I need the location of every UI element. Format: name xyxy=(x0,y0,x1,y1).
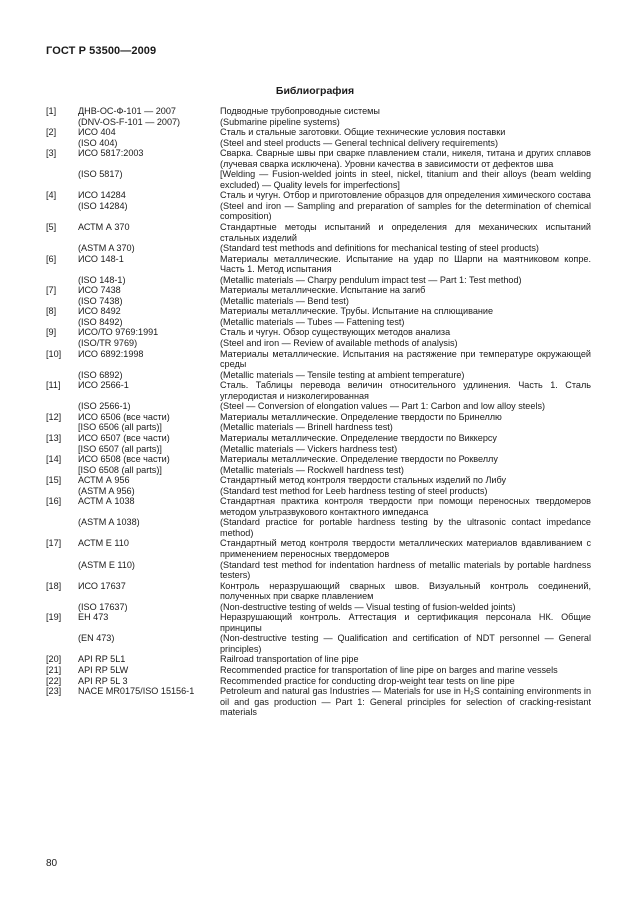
entry-title: Контроль неразрушающий сварных швов. Визуальный контроль соединений, полученных при сварке плавлением xyxy=(220,580,591,602)
standard-code: API RP 5L 3 xyxy=(78,675,128,686)
entry-number xyxy=(46,370,78,381)
entry-number: [3] xyxy=(46,148,57,159)
entry-title: Материалы металлические. Определение твердости по Бринеллю xyxy=(220,411,502,422)
entry-row xyxy=(46,465,591,476)
standard-code: ИСО 148-1 xyxy=(78,253,124,264)
standard-code: ИСО 14284 xyxy=(78,190,126,201)
standard-code: АСТМ А 1038 xyxy=(78,496,135,507)
entry-row xyxy=(46,370,591,381)
entry-number: [9] xyxy=(46,327,57,338)
entry-row xyxy=(46,486,591,497)
bibliography-entry xyxy=(46,433,591,454)
standard-code: (ISO 404) xyxy=(78,137,118,148)
entry-row xyxy=(46,433,591,444)
standard-code: ИСО 6892:1998 xyxy=(78,348,144,359)
page-number: 80 xyxy=(46,858,58,869)
bibliography-entry xyxy=(46,676,591,687)
entry-row xyxy=(46,243,591,254)
bibliography-entry xyxy=(46,496,591,538)
standard-code: (ISO 7438) xyxy=(78,295,123,306)
entry-title: Стандартная практика контроля твердости при помощи переносных твердомеров методом ультразвукового контактного импеданса xyxy=(220,496,591,517)
entry-number: [7] xyxy=(46,285,57,296)
entry-title: (Standard practice for portable hardness testing by the ultrasonic contact impedance method) xyxy=(220,517,591,538)
entry-number xyxy=(46,296,78,307)
bibliography-entry xyxy=(46,306,591,327)
bibliography-entry xyxy=(46,190,591,222)
standard-code: (ISO 17637) xyxy=(78,601,128,612)
entry-title: Сталь. Таблицы перевода величин относительного удлинения. Часть 1. Сталь углеродистая и низколегированная xyxy=(220,380,591,401)
entry-title: Сварка. Сварные швы при сварке плавлением стали, никеля, титана и других сплавов (лучевая сварка исключена). Уровни качества в зависимости от дефектов шва xyxy=(220,148,591,169)
entry-title: Материалы металлические. Испытание на удар по Шарпи на маятниковом копре. Часть 1. Метод испытания xyxy=(220,253,591,275)
bibliography-list xyxy=(46,106,591,718)
bibliography-entry xyxy=(46,106,591,127)
entry-row xyxy=(46,338,591,349)
bibliography-entry xyxy=(46,581,591,613)
standard-code: (ASTM A 370) xyxy=(78,243,135,254)
entry-number: [8] xyxy=(46,306,57,317)
entry-row xyxy=(46,602,591,613)
standard-code: (EN 473) xyxy=(78,633,115,644)
entry-number xyxy=(46,517,78,538)
entry-row xyxy=(46,254,591,275)
entry-number: [17] xyxy=(46,538,62,549)
entry-number: [6] xyxy=(46,253,57,264)
standard-code: АСТМ Е 110 xyxy=(78,538,129,549)
entry-row xyxy=(46,201,591,222)
entry-number xyxy=(46,602,78,613)
entry-number xyxy=(46,444,78,455)
entry-row xyxy=(46,422,591,433)
entry-row xyxy=(46,560,591,581)
entry-row xyxy=(46,106,591,117)
bibliography-entry xyxy=(46,380,591,412)
entry-number xyxy=(46,138,78,149)
entry-title: (Metallic materials — Tubes — Fattening test) xyxy=(220,316,405,327)
entry-title: (Steel and iron — Sampling and preparation of samples for the determination of chemical composition) xyxy=(220,200,591,222)
entry-number: [4] xyxy=(46,190,57,201)
entry-title: Материалы металлические. Определение твердости по Роквеллу xyxy=(220,454,498,465)
standard-code: [ISO 6508 (all parts)] xyxy=(78,464,162,475)
entry-title: (Non-destructive testing of welds — Visual testing of fusion-welded joints) xyxy=(220,601,516,612)
entry-number: [12] xyxy=(46,411,62,422)
entry-row xyxy=(46,296,591,307)
standard-code: ИСО/ТО 9769:1991 xyxy=(78,327,159,338)
bibliography-entry xyxy=(46,612,591,654)
entry-number: [18] xyxy=(46,580,62,591)
entry-number: [19] xyxy=(46,612,62,623)
entry-number xyxy=(46,117,78,128)
entry-number: [22] xyxy=(46,675,62,686)
standard-code: ЕН 473 xyxy=(78,612,109,623)
entry-row xyxy=(46,538,591,559)
bibliography-entry xyxy=(46,665,591,676)
entry-title: (Metallic materials — Tensile testing at ambient temperature) xyxy=(220,369,465,380)
entry-title: (Submarine pipeline systems) xyxy=(220,116,340,127)
entry-number: [11] xyxy=(46,380,61,391)
entry-number: [15] xyxy=(46,475,62,486)
entry-row xyxy=(46,117,591,128)
entry-title: (Metallic materials — Brinell hardness test) xyxy=(220,422,393,433)
entry-row xyxy=(46,275,591,286)
entry-title: Petroleum and natural gas Industries — Materials for use in H₂S containing environments in oil and gas production — Part 1: General principles for selection of cracking-resistant materials xyxy=(220,686,591,718)
entry-title: Сталь и стальные заготовки. Общие технические условия поставки xyxy=(220,127,506,138)
entry-row xyxy=(46,665,591,676)
bibliography-entry xyxy=(46,349,591,381)
entry-row xyxy=(46,127,591,138)
entry-title: [Welding — Fusion-welded joints in steel, nickel, titanium and their alloys (beam welding excluded) — Quality levels for imperfections] xyxy=(220,169,591,190)
entry-number xyxy=(46,401,78,412)
entry-title: (Metallic materials — Bend test) xyxy=(220,295,349,306)
bibliography-entry xyxy=(46,538,591,580)
standard-code: (ASTM E 110) xyxy=(78,559,135,570)
entry-title: Railroad transportation of line pipe xyxy=(220,654,359,665)
entry-number xyxy=(46,338,78,349)
standard-code: [ISO 6507 (all parts)] xyxy=(78,443,162,454)
entry-title: (Metallic materials — Charpy pendulum impact test — Part 1: Test method) xyxy=(220,274,522,285)
standard-code: [ISO 6506 (all parts)] xyxy=(78,422,162,433)
entry-number: [1] xyxy=(46,106,57,116)
standard-code: ИСО 6508 (все части) xyxy=(78,454,170,465)
bibliography-entry xyxy=(46,127,591,148)
standard-code: (ISO 5817) xyxy=(78,169,123,180)
entry-row xyxy=(46,517,591,538)
standard-code: (ISO 148-1) xyxy=(78,274,126,285)
standard-code: ИСО 6507 (все части) xyxy=(78,432,170,443)
standard-code: ИСО 6506 (все части) xyxy=(78,411,170,422)
bibliography-entry xyxy=(46,454,591,475)
entry-row xyxy=(46,190,591,201)
entry-title: Recommended practice for transportation of line pipe on barges and marine vessels xyxy=(220,664,558,675)
entry-title: Подводные трубопроводные системы xyxy=(220,106,380,116)
entry-title: (Metallic materials — Rockwell hardness test) xyxy=(220,464,404,475)
entry-title: (Metallic materials — Vickers hardness test) xyxy=(220,443,398,454)
entry-row xyxy=(46,412,591,423)
entry-row xyxy=(46,169,591,190)
standard-code: NACE MR0175/ISO 15156-1 xyxy=(78,686,195,697)
entry-number: [10] xyxy=(46,348,62,359)
entry-row xyxy=(46,138,591,149)
entry-title: Стандартные методы испытаний и определения для механических испытаний стальных изделий xyxy=(220,222,591,243)
bibliography-entry xyxy=(46,148,591,190)
entry-number: [5] xyxy=(46,222,57,233)
entry-title: Материалы металлические. Определение твердости по Виккерсу xyxy=(220,432,497,443)
entry-title: Recommended practice for conducting drop-weight tear tests on line pipe xyxy=(220,675,515,686)
entry-number: [13] xyxy=(46,432,62,443)
entry-row xyxy=(46,475,591,486)
bibliography-entry xyxy=(46,686,591,718)
entry-number: [2] xyxy=(46,127,57,138)
entry-title: (Standard test method for indentation hardness of metallic materials by portable hardness testers) xyxy=(220,559,591,581)
entry-title: (Steel and iron — Review of available methods of analysis) xyxy=(220,338,458,349)
bibliography-entry xyxy=(46,654,591,665)
bibliography-entry xyxy=(46,327,591,348)
standard-code: АСТМ А 956 xyxy=(78,475,130,486)
entry-row xyxy=(46,454,591,465)
entry-row xyxy=(46,654,591,665)
entry-row xyxy=(46,444,591,455)
standard-code: (ISO 14284) xyxy=(78,200,128,211)
standard-code: (ISO 8492) xyxy=(78,316,123,327)
standard-code: API RP 5L1 xyxy=(78,654,126,665)
entry-row xyxy=(46,380,591,401)
entry-title: (Steel and steel products — General technical delivery requirements) xyxy=(220,137,498,148)
entry-number: [23] xyxy=(46,686,62,697)
entry-title: (Non-destructive testing — Qualification and certification of NDT personnel — General principles) xyxy=(220,633,591,654)
entry-title: Материалы металлические. Трубы. Испытание на сплющивание xyxy=(220,306,494,317)
entry-title: Стандартный метод контроля твердости стальных изделий по Либу xyxy=(220,475,507,486)
standard-code: ИСО 404 xyxy=(78,127,116,138)
standard-code: ИСО 8492 xyxy=(78,306,121,317)
entry-number xyxy=(46,275,78,286)
entry-row xyxy=(46,686,591,718)
entry-number: [21] xyxy=(46,664,62,675)
entry-title: (Steel — Conversion of elongation values — Part 1: Carbon and low alloy steels) xyxy=(220,401,546,412)
entry-title: Сталь и чугун. Обзор существующих методов анализа xyxy=(220,327,451,338)
entry-title: (Standard test method for Leeb hardness testing of steel products) xyxy=(220,485,488,496)
entry-row xyxy=(46,306,591,317)
standard-code: (ISO 2566-1) xyxy=(78,401,131,412)
entry-row xyxy=(46,148,591,169)
entry-row xyxy=(46,327,591,338)
entry-number xyxy=(46,486,78,497)
bibliography-entry xyxy=(46,412,591,433)
standard-code: ИСО 7438 xyxy=(78,285,121,296)
standard-code: ИСО 5817:2003 xyxy=(78,148,144,159)
entry-number: [16] xyxy=(46,496,62,507)
standard-code: (DNV-OS-F-101 — 2007) xyxy=(78,116,181,127)
entry-number xyxy=(46,560,78,581)
entry-row xyxy=(46,581,591,602)
entry-row xyxy=(46,222,591,243)
entry-title: Сталь и чугун. Отбор и приготовление образцов для определения химического состава xyxy=(220,190,591,201)
entry-number xyxy=(46,243,78,254)
standard-code: (ASTM A 956) xyxy=(78,485,135,496)
entry-title: (Standard test methods and definitions for mechanical testing of steel products) xyxy=(220,243,539,254)
bibliography-entry xyxy=(46,254,591,286)
entry-title: Материалы металлические. Испытание на загиб xyxy=(220,285,426,296)
standard-code: API RP 5LW xyxy=(78,664,129,675)
standard-code: ДНВ-ОС-Ф-101 — 2007 xyxy=(78,106,176,116)
document-header: ГОСТ Р 53500—2009 xyxy=(46,45,157,57)
entry-row xyxy=(46,676,591,687)
standard-code: (ISO/TR 9769) xyxy=(78,338,138,349)
entry-row xyxy=(46,349,591,370)
standard-code: АСТМ А 370 xyxy=(78,222,130,233)
bibliography-entry xyxy=(46,222,591,254)
entry-row xyxy=(46,633,591,654)
entry-row xyxy=(46,496,591,517)
standard-code: ИСО 2566-1 xyxy=(78,380,129,391)
bibliography-entry xyxy=(46,475,591,496)
entry-title: Стандартный метод контроля твердости металлических материалов вдавливанием с применением переносных твердомеров xyxy=(220,538,591,559)
entry-title: Неразрушающий контроль. Аттестация и сертификация персонала НК. Общие принципы xyxy=(220,612,591,633)
standard-code: (ASTM A 1038) xyxy=(78,517,140,528)
entry-row xyxy=(46,612,591,633)
standard-code: (ISO 6892) xyxy=(78,369,123,380)
entry-number xyxy=(46,169,78,190)
entry-number xyxy=(46,201,78,222)
bibliography-entry xyxy=(46,285,591,306)
entry-number xyxy=(46,422,78,433)
page-title: Библиография xyxy=(275,85,355,97)
entry-number xyxy=(46,317,78,328)
entry-number: [14] xyxy=(46,454,62,465)
entry-row xyxy=(46,317,591,328)
entry-number xyxy=(46,633,78,654)
standard-code: ИСО 17637 xyxy=(78,580,126,591)
entry-title: Материалы металлические. Испытания на растяжение при температуре окружающей среды xyxy=(220,348,591,370)
entry-row xyxy=(46,401,591,412)
entry-number: [20] xyxy=(46,654,62,665)
entry-row xyxy=(46,285,591,296)
entry-number xyxy=(46,465,78,476)
